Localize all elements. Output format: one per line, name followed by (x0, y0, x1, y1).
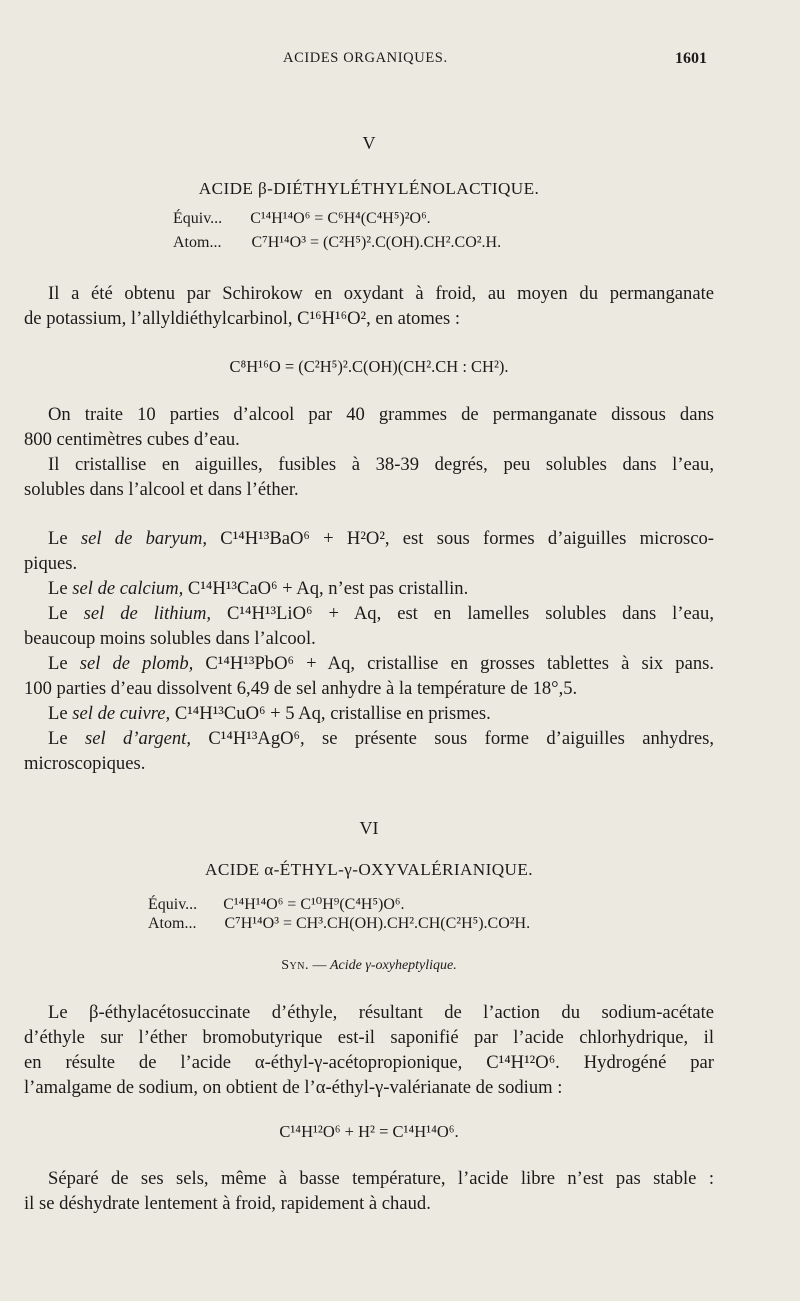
section-v-numeral: V (362, 133, 376, 153)
salt-name: sel de plomb, (79, 653, 194, 674)
text-line: de potassium, l’allyldiéthylcarbinol, C¹⁶H¹⁶O², en atomes : (24, 308, 461, 329)
section-vi-equation: C¹⁴H¹²O⁶ + H² = C¹⁴H¹⁴O⁶. (279, 1122, 459, 1141)
atom-label: Atom... (173, 234, 222, 251)
section-vi-title: ACIDE α-ÉTHYL-γ-OXYVALÉRIANIQUE. (205, 860, 533, 879)
text-line: Il a été obtenu par Schirokow en oxydant à froid, au moyen du permanganate (48, 283, 714, 304)
atom-formula: C⁷H¹⁴O³ = CH³.CH(OH).CH².CH(C²H⁵).CO²H. (224, 915, 531, 932)
text-line: l’amalgame de sodium, on obtient de l’α-éthyl-γ-valérianate de sodium : (24, 1077, 563, 1098)
text-line: Séparé de ses sels, même à basse température, l’acide libre n’est pas stable : (48, 1168, 714, 1189)
salt-name: sel de calcium, (72, 578, 184, 599)
text-line: 800 centimètres cubes d’eau. (24, 429, 240, 450)
equiv-label: Équiv... (148, 896, 198, 913)
salt-plomb: Le sel de plomb, C¹⁴H¹³PbO⁶ + Aq, cristallise en grosses tablettes à six pans. (48, 653, 714, 674)
salt-cuivre: Le sel de cuivre, C¹⁴H¹³CuO⁶ + 5 Aq, cristallise en prismes. (48, 703, 491, 724)
text-line: 100 parties d’eau dissolvent 6,49 de sel anhydre à la température de 18°,5. (24, 678, 578, 699)
equiv-label: Équiv... (173, 210, 223, 227)
salt-name: sel de lithium, (83, 603, 212, 624)
section-v-salts (24, 526, 714, 776)
section-vi-equiv-formula (148, 894, 405, 914)
salt-lithium: Le sel de lithium, C¹⁴H¹³LiO⁶ + Aq, est en lamelles solubles dans l’eau, (48, 603, 714, 624)
salt-name: sel de cuivre, (72, 703, 171, 724)
salt-name: sel d’argent, (84, 728, 191, 749)
section-v-atom-formula (173, 234, 501, 252)
text-line: solubles dans l’alcool et dans l’éther. (24, 479, 299, 500)
running-title: ACIDES ORGANIQUES. (283, 50, 448, 66)
page-number: 1601 (675, 50, 707, 67)
section-vi-paragraph-2 (24, 1166, 714, 1216)
running-head (0, 50, 800, 74)
text-line: il se déshydrate lentement à froid, rapidement à chaud. (24, 1193, 431, 1214)
salt-name: sel de baryum, (80, 528, 208, 549)
text-line: On traite 10 parties d’alcool par 40 grammes de permanganate dissous dans (48, 404, 714, 425)
atom-formula: C⁷H¹⁴O³ = (C²H⁵)².C(OH).CH².CO².H. (251, 234, 502, 251)
text-line: en résulte de l’acide α-éthyl-γ-acétopropionique, C¹⁴H¹²O⁶. Hydrogéné par (24, 1052, 714, 1073)
section-v-title: ACIDE β-DIÉTHYLÉTHYLÉNOLACTIQUE. (198, 179, 540, 198)
section-v-equation: C⁸H¹⁶O = (C²H⁵)².C(OH)(CH².CH : CH²). (229, 357, 509, 376)
equiv-formula: C¹⁴H¹⁴O⁶ = C¹⁰H⁹(C⁴H⁵)O⁶. (223, 896, 405, 913)
salt-calcium: Le sel de calcium, C¹⁴H¹³CaO⁶ + Aq, n’est pas cristallin. (48, 578, 469, 599)
section-v-equiv-formula (173, 210, 431, 228)
text-line: piques. (24, 553, 78, 574)
salt-barium: Le sel de baryum, C¹⁴H¹³BaO⁶ + H²O², est sous formes d’aiguilles microsco- (48, 528, 714, 549)
salt-argent: Le sel d’argent, C¹⁴H¹³AgO⁶, se présente sous forme d’aiguilles anhydres, (48, 728, 715, 749)
text-line: Le β-éthylacétosuccinate d’éthyle, résultant de l’action du sodium-acétate (48, 1002, 714, 1023)
text-line: microscopiques. (24, 753, 146, 774)
section-v-paragraph-2 (24, 402, 714, 502)
syn-label: Syn. (281, 958, 309, 973)
synonym-line: Syn. — Acide γ-oxyheptylique. (281, 958, 457, 973)
section-vi-paragraph-1 (24, 1000, 714, 1100)
text-line: d’éthyle sur l’éther bromobutyrique est-il saponifié par l’acide chlorhydrique, il (24, 1027, 714, 1048)
text-line: beaucoup moins solubles dans l’alcool. (24, 628, 316, 649)
atom-label: Atom... (148, 915, 197, 932)
section-v-paragraph-1 (24, 281, 714, 331)
syn-text: Acide γ-oxyheptylique. (329, 958, 457, 973)
section-vi-numeral: VI (359, 818, 379, 838)
text-line: Il cristallise en aiguilles, fusibles à 38-39 degrés, peu solubles dans l’eau, (48, 454, 714, 475)
equiv-formula: C¹⁴H¹⁴O⁶ = C⁶H⁴(C⁴H⁵)²O⁶. (250, 210, 431, 227)
section-vi-atom-formula (148, 915, 530, 933)
